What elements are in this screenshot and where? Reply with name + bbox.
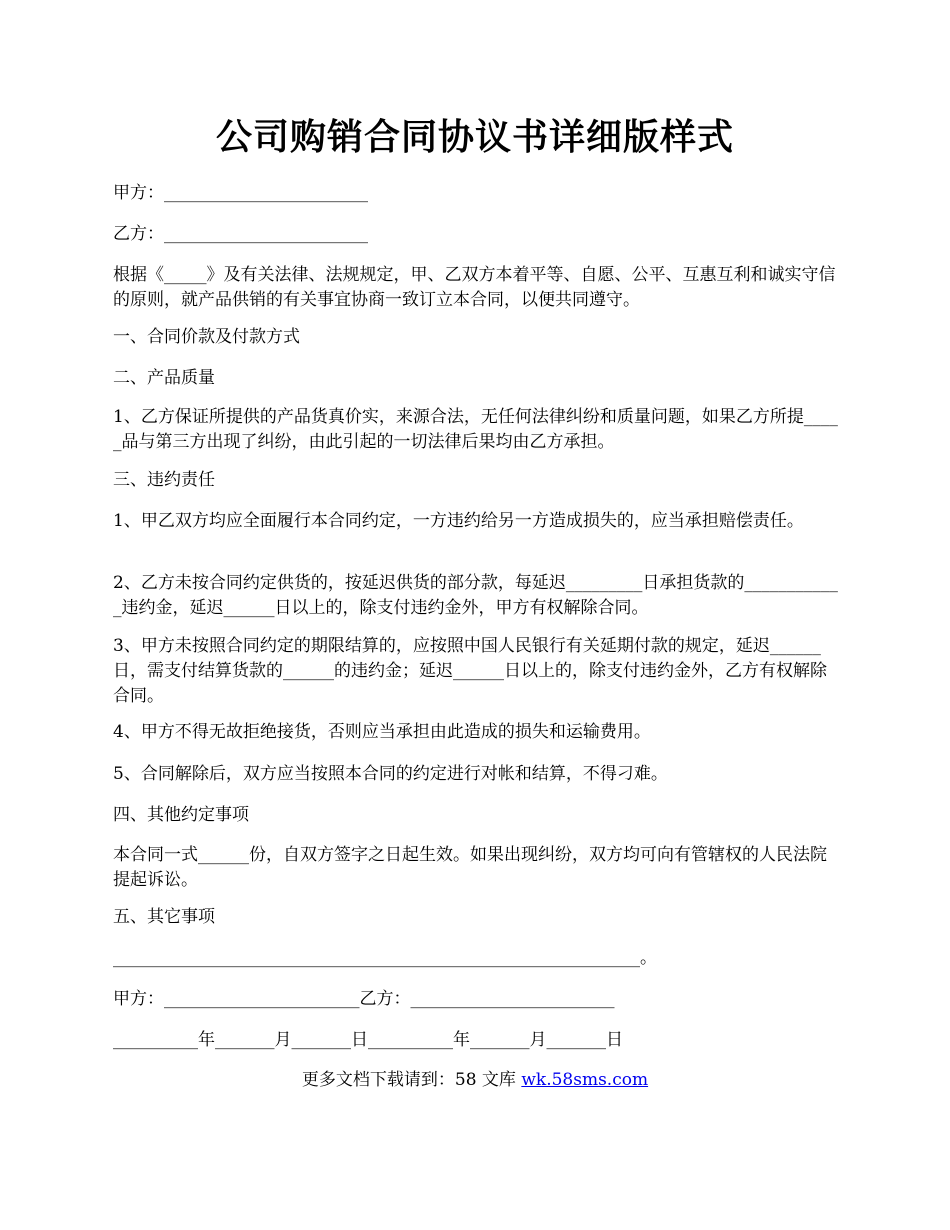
document-title: 公司购销合同协议书详细版样式 [215,116,734,158]
section-heading-2: 二、产品质量 [113,368,215,388]
footer-text: 更多文档下载请到：58 文库 [301,1070,522,1090]
intro-paragraph: 根据《_____》及有关法律、法规规定，甲、乙双方本着平等、自愿、公平、互惠互利和诚实守信的原则，就产品供销的有关事宜协商一致订立本合同，以便共同遵守。 [113,265,836,310]
party-a-line: 甲方：________________________ [113,183,368,203]
liability-clause-5: 5、合同解除后，双方应当按照本合同的约定进行对帐和结算，不得刁难。 [113,764,668,784]
other-matters-blank: ______________________________________________________________。 [113,948,657,968]
signature-dates-line: __________年_______月_______日__________年_______月_______日 [113,1030,623,1050]
section-heading-3: 三、违约责任 [113,470,215,490]
section-heading-1: 一、合同价款及付款方式 [113,327,300,347]
other-terms-paragraph: 本合同一式______份，自双方签字之日起生效。如果出现纠纷，双方均可向有管辖权的人民法院提起诉讼。 [113,845,827,890]
footer-link[interactable]: wk.58sms.com [521,1070,649,1090]
quality-clause-1: 1、乙方保证所提供的产品货真价实，来源合法，无任何法律纠纷和质量问题，如果乙方所提_____品与第三方出现了纠纷，由此引起的一切法律后果均由乙方承担。 [113,407,838,452]
signature-parties-line: 甲方：_______________________乙方：________________________ [113,989,615,1009]
liability-clause-3: 3、甲方未按照合同约定的期限结算的，应按照中国人民银行有关延期付款的规定，延迟______日，需支付结算货款的______的违约金；延迟______日以上的，除支付违约金外，乙方有权解除合同。 [113,636,827,706]
liability-clause-2: 2、乙方未按合同约定供货的，按延迟供货的部分款，每延迟_________日承担货款的____________违约金，延迟______日以上的，除支付违约金外，甲方有权解除合同。 [113,573,838,618]
party-b-line: 乙方：________________________ [113,224,368,244]
section-heading-5: 五、其它事项 [113,907,215,927]
footer [0,1068,950,1093]
section-heading-4: 四、其他约定事项 [113,805,249,825]
liability-clause-1: 1、甲乙双方均应全面履行本合同约定，一方违约给另一方造成损失的，应当承担赔偿责任。 [113,511,804,531]
liability-clause-4: 4、甲方不得无故拒绝接货，否则应当承担由此造成的损失和运输费用。 [113,722,651,742]
